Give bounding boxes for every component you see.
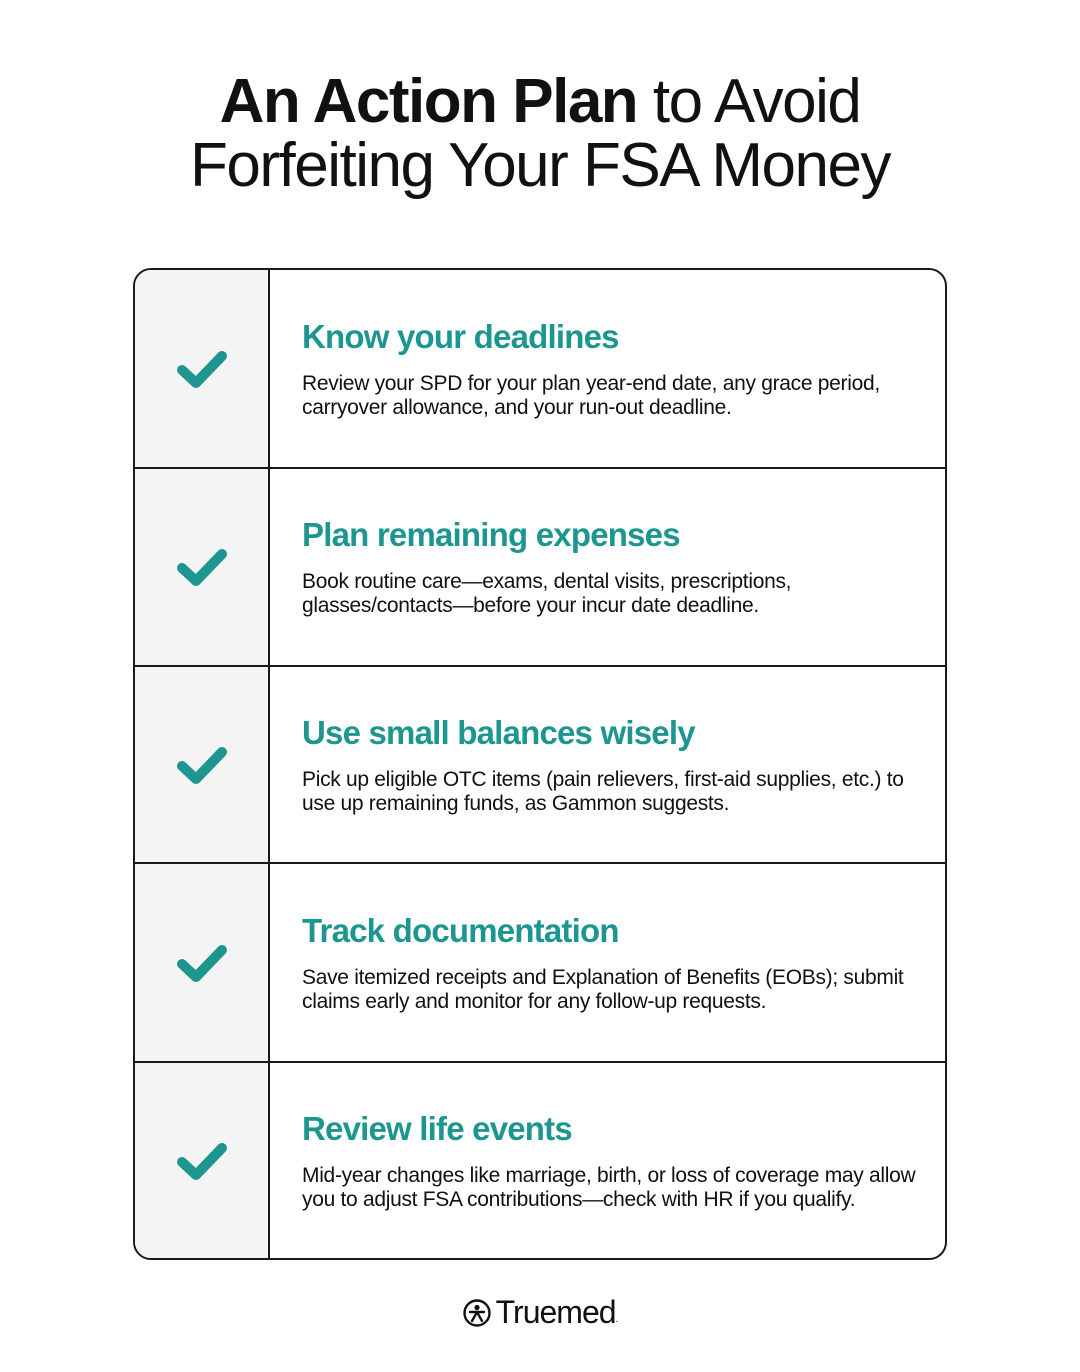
list-item <box>135 665 945 862</box>
brand-mark: . <box>615 1314 619 1325</box>
page-title <box>0 67 1080 200</box>
item-text <box>270 469 945 665</box>
item-description: Review your SPD for your plan year-end date, any grace period, carryover allowance, and your run-out deadline. <box>302 371 880 419</box>
checkbox-cell <box>135 864 270 1061</box>
item-heading: Know your deadlines <box>302 317 619 355</box>
list-item <box>135 1061 945 1258</box>
checkmark-icon <box>176 348 228 390</box>
footer-brand <box>0 1294 1080 1331</box>
checkbox-cell <box>135 1063 270 1258</box>
checkmark-icon <box>176 1140 228 1182</box>
item-text <box>270 1063 945 1258</box>
checkbox-cell <box>135 667 270 862</box>
item-heading: Use small balances wisely <box>302 713 695 751</box>
list-item <box>135 270 945 467</box>
checkmark-icon <box>176 546 228 588</box>
title-line-2: Forfeiting Your FSA Money <box>189 131 891 200</box>
list-item <box>135 862 945 1061</box>
truemed-logo-icon <box>462 1298 492 1328</box>
title-bold: An Action Plan <box>219 67 638 136</box>
action-plan-card <box>133 268 947 1260</box>
item-text <box>270 270 945 467</box>
item-description: Book routine care—exams, dental visits, prescriptions, glasses/contacts—before your incur date deadline. <box>302 570 792 617</box>
checkmark-icon <box>176 744 228 786</box>
checkbox-cell <box>135 270 270 467</box>
title-rest: to Avoid <box>637 67 861 136</box>
item-description: Pick up eligible OTC items (pain relievers, first-aid supplies, etc.) to use up remaining funds, as Gammon suggests. <box>302 767 904 815</box>
checkbox-cell <box>135 469 270 665</box>
item-text <box>270 667 945 862</box>
checkmark-icon <box>176 942 228 984</box>
item-heading: Track documentation <box>302 911 619 949</box>
title-line-1 <box>0 67 1080 136</box>
item-heading: Review life events <box>302 1109 572 1147</box>
brand-name: Truemed <box>495 1294 616 1330</box>
item-description: Mid-year changes like marriage, birth, or loss of coverage may allow you to adjust FSA contributions—check with HR if you qualify. <box>302 1163 916 1211</box>
item-description: Save itemized receipts and Explanation of Benefits (EOBs); submit claims early and monitor for any follow-up requests. <box>302 965 904 1013</box>
list-item <box>135 467 945 665</box>
item-text <box>270 864 945 1061</box>
item-heading: Plan remaining expenses <box>302 516 680 553</box>
